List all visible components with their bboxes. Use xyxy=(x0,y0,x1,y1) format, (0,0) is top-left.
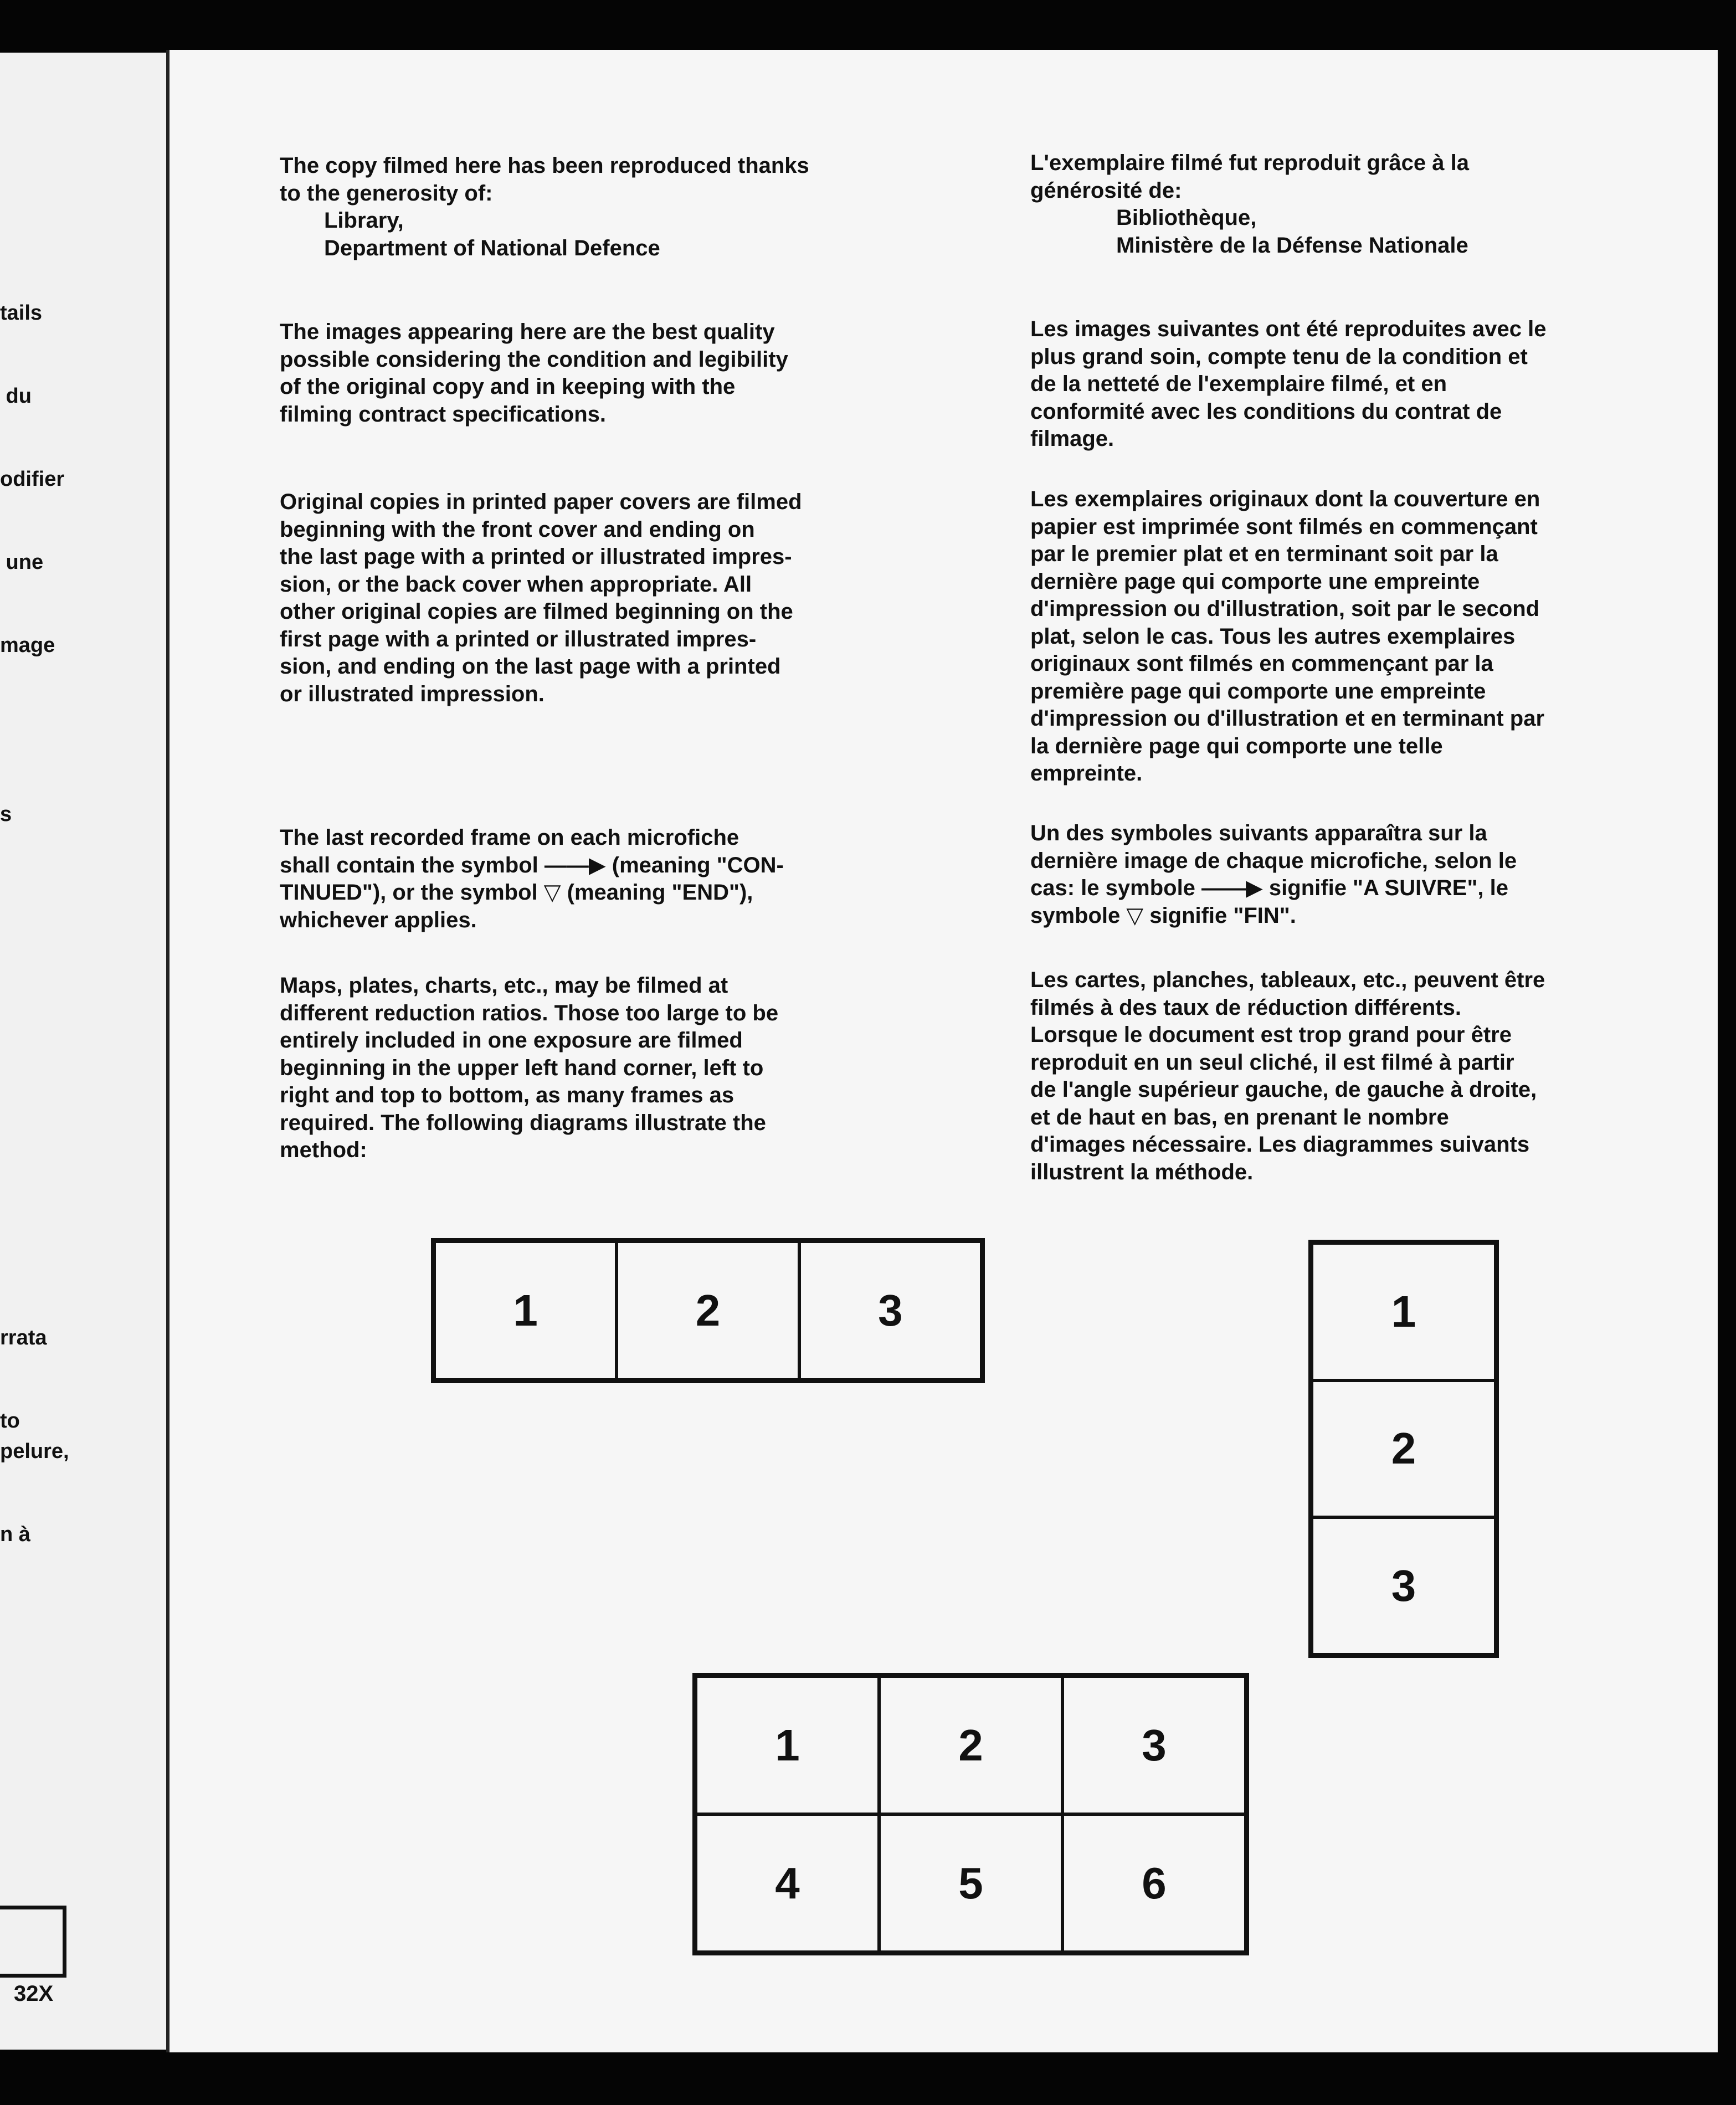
frame-cell: 2 xyxy=(879,1676,1062,1814)
edge-line: odifier xyxy=(0,468,65,491)
scale-box xyxy=(0,1906,66,1978)
text-line: Bibliothèque, xyxy=(1116,206,1257,230)
edge-line: rrata xyxy=(0,1326,47,1349)
edge-line: une xyxy=(0,551,44,574)
frame-cell: 2 xyxy=(617,1241,799,1380)
left-edge-fragments-low2 xyxy=(0,1382,69,1604)
frame-cell: 1 xyxy=(696,1676,879,1814)
text-line: The last recorded frame on each microfiche xyxy=(280,825,739,850)
text-line: to the generosity of: xyxy=(280,181,493,206)
text-line: dernière image de chaque microfiche, selon le xyxy=(1030,848,1517,873)
text-line: or illustrated impression. xyxy=(280,681,545,706)
edge-line: du xyxy=(0,384,32,408)
text-line: Lorsque le document est trop grand pour être xyxy=(1030,1023,1512,1047)
edge-line: pelure, xyxy=(0,1440,69,1463)
text-line: filmage. xyxy=(1030,427,1114,451)
text-line: reproduit en un seul cliché, il est filmé à partir xyxy=(1030,1050,1514,1075)
text-line: The images appearing here are the best quality xyxy=(280,320,775,344)
text-line: de la netteté de l'exemplaire filmé, et en xyxy=(1030,372,1447,396)
text-line: first page with a printed or illustrated impres- xyxy=(280,627,757,651)
text-line: Original copies in printed paper covers are filmed xyxy=(280,490,802,514)
english-paragraph-2 xyxy=(280,489,802,708)
text-line: d'images nécessaire. Les diagrammes suivants xyxy=(1030,1132,1530,1157)
text-line: plat, selon le cas. Tous les autres exemplaires xyxy=(1030,624,1516,649)
french-paragraph-4 xyxy=(1030,967,1545,1186)
text-line: other original copies are filmed beginning on the xyxy=(280,599,793,624)
text-line: Ministère de la Défense Nationale xyxy=(1116,233,1468,258)
text-line: dernière page qui comporte une empreinte xyxy=(1030,569,1480,594)
frame-cell: 3 xyxy=(1062,1676,1246,1814)
frame-cell: 6 xyxy=(1062,1814,1246,1952)
text-line: right and top to bottom, as many frames as xyxy=(280,1083,735,1107)
frame-cell: 4 xyxy=(696,1814,879,1952)
english-credit xyxy=(280,152,809,262)
text-line: L'exemplaire filmé fut reproduit grâce à la xyxy=(1030,151,1469,175)
french-paragraph-1 xyxy=(1030,316,1546,453)
text-line: Les exemplaires originaux dont la couverture en xyxy=(1030,487,1540,511)
text-line: générosité de: xyxy=(1030,178,1182,203)
text-line: beginning in the upper left hand corner, left to xyxy=(280,1055,764,1080)
left-edge-fragments-top xyxy=(0,244,64,715)
text-line: et de haut en bas, en prenant le nombre xyxy=(1030,1105,1449,1129)
text-line: cas: le symbole ——▶ signifie "A SUIVRE", le xyxy=(1030,876,1509,900)
frame-cell: 3 xyxy=(1312,1517,1496,1655)
french-credit xyxy=(1030,150,1469,259)
english-paragraph-3 xyxy=(280,824,784,934)
edge-line: to xyxy=(0,1409,20,1433)
diagram-grid xyxy=(692,1673,1249,1955)
left-edge-fragment-mid xyxy=(0,745,23,884)
diagram-horizontal xyxy=(431,1238,985,1383)
left-adjacent-page xyxy=(0,53,176,2050)
text-line: required. The following diagrams illustrate the xyxy=(280,1110,766,1135)
text-line: beginning with the front cover and ending on xyxy=(280,517,755,542)
text-line: Maps, plates, charts, etc., may be filmed at xyxy=(280,973,728,998)
text-line: conformité avec les conditions du contrat de xyxy=(1030,399,1502,424)
text-line: d'impression ou d'illustration et en terminant par xyxy=(1030,706,1545,731)
edge-line: mage xyxy=(0,634,55,657)
text-line: plus grand soin, compte tenu de la condition et xyxy=(1030,344,1528,369)
text-line: filmés à des taux de réduction différents. xyxy=(1030,995,1461,1020)
text-line: the last page with a printed or illustrated impres- xyxy=(280,545,792,569)
frame-cell: 5 xyxy=(879,1814,1062,1952)
english-paragraph-1 xyxy=(280,319,788,428)
frame-cell: 3 xyxy=(799,1241,982,1380)
scale-label: 32X xyxy=(14,1981,54,2006)
text-line: Les cartes, planches, tableaux, etc., peuvent être xyxy=(1030,968,1545,992)
frame-cell: 2 xyxy=(1312,1380,1496,1518)
text-line: shall contain the symbol ——▶ (meaning "CON- xyxy=(280,853,784,877)
text-line: empreinte. xyxy=(1030,761,1143,785)
text-line: different reduction ratios. Those too large to be xyxy=(280,1000,779,1025)
text-line: method: xyxy=(280,1138,367,1162)
text-line: filming contract specifications. xyxy=(280,402,607,427)
text-line: première page qui comporte une empreinte xyxy=(1030,679,1486,704)
text-line: sion, or the back cover when appropriate. All xyxy=(280,572,752,597)
text-line: la dernière page qui comporte une telle xyxy=(1030,733,1443,758)
text-line: TINUED"), or the symbol ▽ (meaning "END"), xyxy=(280,880,753,905)
text-line: d'impression ou d'illustration, soit par le second xyxy=(1030,597,1540,621)
frame-cell: 1 xyxy=(434,1241,617,1380)
edge-line: tails xyxy=(0,301,43,325)
edge-line: s xyxy=(0,803,12,826)
text-line: Les images suivantes ont été reproduites avec le xyxy=(1030,317,1547,341)
text-line: The copy filmed here has been reproduced thanks xyxy=(280,153,809,178)
french-paragraph-2 xyxy=(1030,486,1544,788)
text-line: symbole ▽ signifie "FIN". xyxy=(1030,903,1296,928)
text-line: Department of National Defence xyxy=(324,235,660,260)
text-line: originaux sont filmés en commençant par la xyxy=(1030,651,1493,676)
english-paragraph-4 xyxy=(280,972,778,1164)
text-line: sion, and ending on the last page with a printed xyxy=(280,654,781,679)
text-line: Un des symboles suivants apparaîtra sur la xyxy=(1030,821,1487,845)
text-line: Library, xyxy=(324,208,404,233)
text-line: of the original copy and in keeping with the xyxy=(280,374,736,399)
text-line: par le premier plat et en terminant soit par la xyxy=(1030,542,1498,566)
text-line: entirely included in one exposure are filmed xyxy=(280,1028,743,1052)
diagram-vertical xyxy=(1308,1240,1499,1658)
text-line: whichever applies. xyxy=(280,907,477,932)
text-line: papier est imprimée sont filmés en commençant xyxy=(1030,514,1538,539)
text-line: de l'angle supérieur gauche, de gauche à droite, xyxy=(1030,1077,1537,1102)
french-paragraph-3 xyxy=(1030,820,1517,930)
frame-cell: 1 xyxy=(1312,1243,1496,1380)
edge-line: n à xyxy=(0,1523,30,1546)
text-line: possible considering the condition and legibility xyxy=(280,347,788,372)
text-line: illustrent la méthode. xyxy=(1030,1159,1254,1184)
